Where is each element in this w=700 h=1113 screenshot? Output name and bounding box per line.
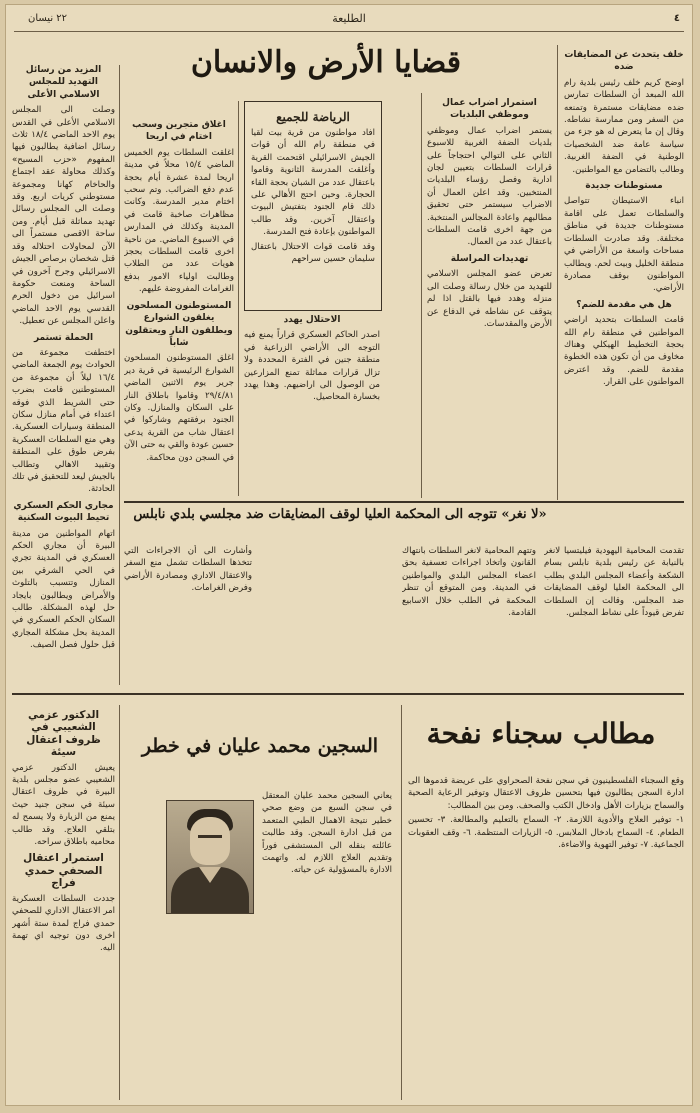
divider: [119, 705, 120, 1100]
divider: [557, 45, 558, 500]
article-khalaf: اوضح كريم خلف رئيس بلدية رام الله المبعد أن السلطات تمارس ضده مضايقات مستمرة وتمنعه من السفر ومن ممارسة نشاطه. وقال إن ما يتعرض له هو جزء من سياسة عامة ضد الشخصيات الوطنية في الضفة الغربية. وطالب بالتضامن مع المواطنين.: [564, 77, 684, 175]
banner-col-3: وأشارت الى أن الاجراءات التي تتخذها السلطات تشمل منع السفر والاعتقال الاداري ومصادرة الأراضي وفرض الغرامات.: [124, 546, 252, 594]
headline-jericho: اغلاق متجرين وسحب اختام في اريحا: [132, 120, 226, 143]
banner-col-2: وتتهم المحامية لانغر السلطات بانتهاك القانون واتخاذ اجراءات تعسفية بحق اعضاء المجلس البلدي والمواطنين في المدينة. ومن المتوقع أن تنظر المحكمة في الطلب خلال الاسابيع القادمة.: [402, 546, 536, 619]
headline-khalaf: خلف يتحدث عن المضايقات ضده: [564, 50, 684, 73]
divider: [421, 93, 422, 498]
article-shuaibi: يعيش الدكتور عزمي الشعيبي عضو مجلس بلدية البيرة في ظروف اعتقال سيئة في سجن جنيد حيث يمنع من الزيارة ولا يسمح له بتلقي العلاج. وقد طالب محاميه باطلاق سراحه.: [12, 762, 115, 848]
sajin-article: يعاني السجين محمد عليان المعتقل في سجن السبع من وضع صحي خطير نتيجة الاهمال الطبي المتعمد من قبل ادارة السجن. وقد طالبت عائلته بنقله الى المستشفى فوراً وتقديم العلاج اللازم له. واتهمت الادارة بالمسؤولية عن حياته.: [262, 791, 392, 876]
divider: [119, 65, 120, 685]
issue-date: ٢٢ نيسان: [28, 13, 68, 24]
article-faraj: جددت السلطات العسكرية امر الاعتقال الاداري للصحفي حمدي فراج لمدة ستة أشهر اخرى دون توجيه اي تهمة اليه.: [12, 893, 115, 954]
article-settlers: اغلق المستوطنون المسلحون الشوارع الرئيسية في قرية دير جرير يوم الاثنين الماضي ٢٩/٤/٨١ وقاموا باطلاق النار على السكان والمنازل. وكان الجنود برفقتهم وشاركوا في اعتقال شاب من القرية يدعى حسين عودة والقي به حتى الآن في السجن دون محاكمة.: [124, 353, 234, 463]
headline-sewage: مجاري الحكم العسكري تحيط البيوت السكنية: [13, 500, 114, 524]
column-occupation: [244, 310, 380, 495]
main-title: قضايا الأرض والانسان: [190, 45, 462, 80]
sajin-title: السجين محمد عليان في خطر: [141, 735, 379, 757]
column-jericho: [124, 115, 234, 495]
headline-shuaibi: الدكتور عزمي الشعيبي في ظروف اعتقال سيئة: [26, 709, 101, 759]
article-settlements: انباء الاستيطان تتواصل والسلطات تعمل على اقامة مستوطنات جديدة في مناطق مختلفة. وقد صادرت السلطات مساحات واسعة من الأراضي في منطقة الخليل وبيت لحم. ويطالب المواطنون بوقف مصادرة الأراضي.: [564, 196, 684, 294]
banner-col-1: تقدمت المحامية اليهودية فيليتسيا لانغر بالنيابة عن رئيس بلدية نابلس بسام الشكعة وأعضاء المجلس البلدي بطلب الى المحكمة العليا لوقف المضايقات ضد المجلس. وقالت إن السلطات تفرض قيوداً على نشاط المجلس.: [544, 546, 684, 619]
article-sewage: اتهام المواطنين من مدينة البيرة أن مجاري الحكم العسكري في المدينة تجري في الحي الشرقي بين المنازل وتتسبب بالتلوث والأمراض ويطالبون بايجاد حل لهذه المشكلة. طالب السكان الحكم العسكري في المدينة بحل مشكلة المجاري قبل حلول فصل الصيف.: [12, 528, 115, 651]
bottom-left-column: [12, 705, 115, 1100]
headline-settlers: المستوطنون المسلحون يغلقون الشوارع ويطلقون النار ويعتقلون شاباً: [125, 300, 233, 348]
page-number: ٤: [673, 13, 680, 24]
article-jericho: اغلقت السلطات يوم الخميس الماضي ١٥/٤ محلاً في مدينة اريحا لمدة عشرة أيام بحجة عدم دفع الضرائب. وتم سحب اختام مدير المدرسة. وكانت مظاهرات صاخبة قامت في المدينة وكذلك في المدارس في الاسبوع الماضي. من ناحية اخرى قامت السلطات بحجز هويات عدد من الطلاب وطالبت اولياء الامور بدفع الغرامات المفروضة عليهم.: [124, 147, 234, 295]
prisoners-article: وقع السجناء الفلسطينيون في سجن نفحة الصحراوي على عريضة قدموها الى ادارة السجن يطالبون فيها بتحسين ظروف الاعتقال وتوفير الرعاية الصحية والسماح بزيارات الأهل وادخال الكتب والصحف. ومن بين المطالب: ١- توفير العلاج والأدوية اللازمة. ٢- السماح بالتعليم والمطالعة. ٣- تحسين الطعام. ٤- السماح بادخال الملابس. ٥- الزيارات المنتظمة. ٦- وقف العقوبات الجماعية. ٧- توفير التهوية والاضاءة.: [408, 776, 684, 851]
article-occupation: اصدر الحاكم العسكري قراراً يمنع فيه التوجه الى الأراضي الزراعية في منطقة جنين في الفترة المحددة ولا تزال قرارات مماثلة تمنع المزارعين من الوصول الى اراضيهم. وهذا يهدد بخسارة المحاصيل.: [244, 330, 380, 403]
prisoners-title: مطالب سجناء نفحة: [426, 717, 656, 750]
article-threat-letters: وصلت الى المجلس الاسلامي الأعلى في القدس يوم الاحد الماضي ١٨/٤ ثلاث رسائل اضافية يطالبون فيها المفهوم «حزب المسيح» وكذلك محاولة عقد اجتماع والحاخام كهانا ومجموعة مستوطني كريات اربع. وقد وصلت الى المجلس رسائل تهديد مماثلة قبل أيام. ومن ساحة الاقصى مستمراً الى الآن لمحاولات احتلاله وقد قتل شخصان برصاص الجيش الاسرائيلي وجرح آخرون في الساحة ومنعت حكومة اسرائيل من دخول الحرم القدسي يوم الاحد الماضي واعلن المجلس عن تعطيل.: [12, 105, 115, 327]
banner-rule-top: [124, 501, 684, 503]
headline-annex: هل هي مقدمة للضم؟: [576, 299, 672, 310]
article-strike: يستمر اضراب عمال وموظفي بلديات الضفة الغربية للاسبوع الثاني على التوالي احتجاجاً على قرارات السلطات بتعيين لجان ادارية وفصل رؤساء البلديات المنتخبين. وقد اعلن العمال أن الاضراب سيستمر حتى تحقيق مطالبهم واعادة المجالس المنتخبة. من جهة اخرى قامت السلطات باعتقال عدد من العمال.: [427, 125, 552, 248]
headline-faraj: استمرار اعتقال الصحفي حمدي فراج: [23, 852, 104, 890]
bottom-rule: [12, 693, 684, 695]
column-strike: [427, 93, 552, 498]
headline-occupation: الاحتلال يهدد: [283, 315, 341, 325]
headline-settlements: مستوطنات جديدة: [585, 181, 663, 192]
headline-threat: تهديدات المراسلة: [450, 253, 529, 264]
article-threat: تعرض عضو المجلس الاسلامي للتهديد من خلال رسالة وصلت الى منزله وهدد فيها بالقتل اذا لم يتوقف عن نشاطه في الدفاع عن الأرض والمقدسات.: [427, 269, 552, 329]
divider: [401, 705, 402, 1100]
headline-threat-letters: المزيد من رسائل التهديد للمجلس الاسلامي الأعلى: [25, 65, 102, 100]
sport-box: [244, 101, 382, 311]
prisoner-photo: [166, 800, 254, 914]
sport-text: افاد مواطنون من قرية بيت لقيا في منطقة رام الله أن قوات الجيش الاسرائيلي اقتحمت القرية وأغلقت المدرسة الثانوية وقاموا باعتقال عدد من الشبان بحجة القاء الحجارة. وحين احتج الأهالي على ذلك قام الجنود بتفتيش البيوت واعتقال آخرين. وقد طالب المواطنون بإعادة فتح المدرسة. وقد قامت قوات الاحتلال باعتقال سليمان حسين سراحهم: [251, 128, 375, 265]
column-right: [564, 45, 684, 545]
sport-title: الرياضة للجميع: [276, 110, 350, 124]
article-annex: قامت السلطات بتحديد اراضي المواطنين في منطقة رام الله بحجة التخطيط الهيكلي وهناك مخاوف من أن تكون هذه الخطوة مقدمة للضم. وقد اعترض المواطنون على القرار.: [564, 315, 684, 388]
newspaper-page: [5, 4, 693, 1106]
banner-headline: «لا نغر» تتوجه الى المحكمة العليا لوقف المضايقات ضد مجلسي بلدي نابلس: [133, 507, 547, 522]
article-campaign: اختطفت مجموعة من الحوادث يوم الجمعة الماضي ١٦/٤ ليلاً أن مجموعة من المستوطنين قامت بضرب حتى الشريط الذي فوقه اعتداء في أمام منازل سكان المنطقة وسيارات العسكرية. وهي منع السلطات العسكرية بفرض طوق على المنطقة وتقييد الاهالي وتطالب بالجيش ليعد للتحقيق في تلك الحادثة.: [12, 347, 115, 495]
headline-strike: استمرار اضراب عمال وموظفي البلديات: [442, 98, 537, 121]
paper-name: الطليعة: [332, 12, 366, 25]
headline-campaign: الحملة تستمر: [33, 332, 94, 343]
page-header: [14, 11, 684, 32]
column-left: [12, 60, 115, 685]
divider: [238, 101, 239, 496]
